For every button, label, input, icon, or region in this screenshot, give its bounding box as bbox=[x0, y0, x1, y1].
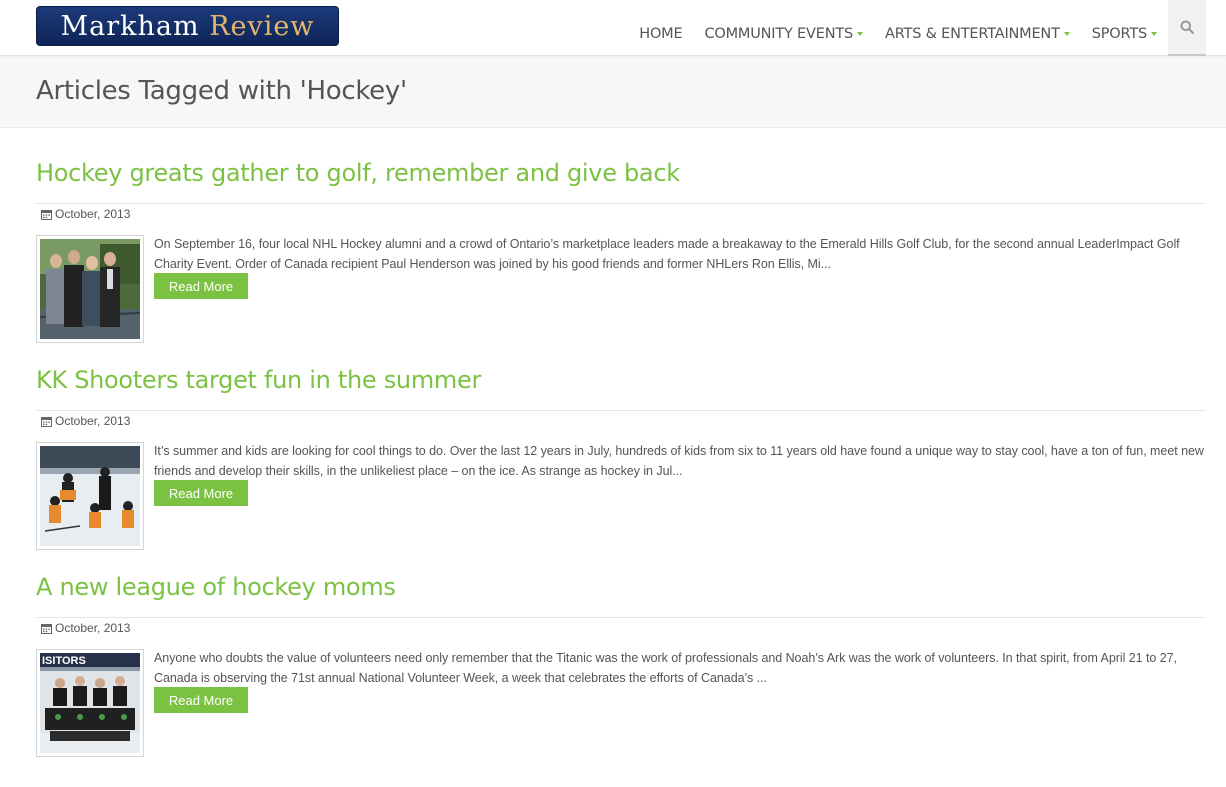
article-title-link[interactable]: KK Shooters target fun in the summer bbox=[36, 366, 482, 394]
page-title: Articles Tagged with 'Hockey' bbox=[36, 76, 407, 106]
main-nav bbox=[628, 0, 1206, 56]
search-button[interactable] bbox=[1168, 0, 1206, 56]
divider bbox=[36, 617, 1206, 618]
nav-arts-entertainment-label: ARTS & ENTERTAINMENT bbox=[885, 26, 1060, 42]
article-thumbnail-image bbox=[40, 239, 140, 339]
article-excerpt: Anyone who doubts the value of volunteers need only remember that the Titanic was the work of professionals and Noah’s Ark was the work of volunteers. In that spirit, from April 21 to 27, Canada is observing the 71st annual National Volunteer Week, a week that celebrates the efforts of Canada’s ... bbox=[154, 651, 1177, 685]
nav-home[interactable] bbox=[628, 0, 693, 56]
thumbnail-banner-text: ISITORS bbox=[42, 655, 86, 667]
article-thumbnail[interactable] bbox=[36, 442, 144, 550]
nav-community-events-label: COMMUNITY EVENTS bbox=[704, 26, 854, 42]
read-more-button[interactable]: Read More bbox=[154, 687, 248, 713]
article-title-link[interactable]: A new league of hockey moms bbox=[36, 573, 396, 601]
read-more-button[interactable]: Read More bbox=[154, 480, 248, 506]
page-title-band bbox=[0, 56, 1226, 128]
article-title-link[interactable]: Hockey greats gather to golf, remember and give back bbox=[36, 159, 680, 187]
caret-down-icon bbox=[1064, 32, 1070, 36]
nav-arts-entertainment[interactable] bbox=[874, 0, 1081, 56]
site-header bbox=[0, 0, 1226, 56]
nav-sports-label: SPORTS bbox=[1091, 26, 1147, 42]
search-icon bbox=[1180, 20, 1194, 34]
caret-down-icon bbox=[1151, 32, 1157, 36]
logo-text bbox=[61, 11, 315, 42]
read-more-button[interactable]: Read More bbox=[154, 273, 248, 299]
article-excerpt: On September 16, four local NHL Hockey alumni and a crowd of Ontario’s marketplace leaders made a breakaway to the Emerald Hills Golf Club, for the second annual LeaderImpact Golf Charity Event. Order of Canada recipient Paul Henderson was joined by his good friends and former NHLers Ron Ellis, Mi... bbox=[154, 237, 1180, 271]
calendar-icon bbox=[41, 623, 52, 634]
article-date bbox=[41, 621, 130, 635]
logo-word-review: Review bbox=[209, 10, 315, 42]
article-item bbox=[36, 365, 1206, 550]
article-excerpt: It’s summer and kids are looking for cool things to do. Over the last 12 years in July, hundreds of kids from six to 11 years old have found a unique way to stay cool, have a ton of fun, meet new friends and develop their skills, in the unlikeliest place – on the ice. As strange as hockey in Jul... bbox=[154, 444, 1204, 478]
caret-down-icon bbox=[857, 32, 863, 36]
nav-sports[interactable] bbox=[1081, 0, 1168, 56]
article-thumbnail-image bbox=[40, 446, 140, 546]
next-article-title-peek bbox=[36, 783, 76, 787]
article-thumbnail-image bbox=[40, 653, 140, 753]
divider bbox=[36, 203, 1206, 204]
calendar-icon bbox=[41, 209, 52, 220]
article-date-text: October, 2013 bbox=[55, 621, 131, 635]
article-date bbox=[41, 207, 130, 221]
nav-community-events[interactable] bbox=[693, 0, 874, 56]
divider bbox=[36, 410, 1206, 411]
site-logo[interactable] bbox=[36, 6, 339, 46]
article-item bbox=[36, 572, 1206, 757]
calendar-icon bbox=[41, 416, 52, 427]
article-date bbox=[41, 414, 130, 428]
article-thumbnail[interactable] bbox=[36, 649, 144, 757]
article-item bbox=[36, 158, 1206, 343]
nav-home-label: HOME bbox=[639, 26, 683, 42]
article-thumbnail[interactable] bbox=[36, 235, 144, 343]
article-date-text: October, 2013 bbox=[55, 207, 131, 221]
article-date-text: October, 2013 bbox=[55, 414, 131, 428]
logo-word-markham: Markham bbox=[60, 10, 200, 42]
